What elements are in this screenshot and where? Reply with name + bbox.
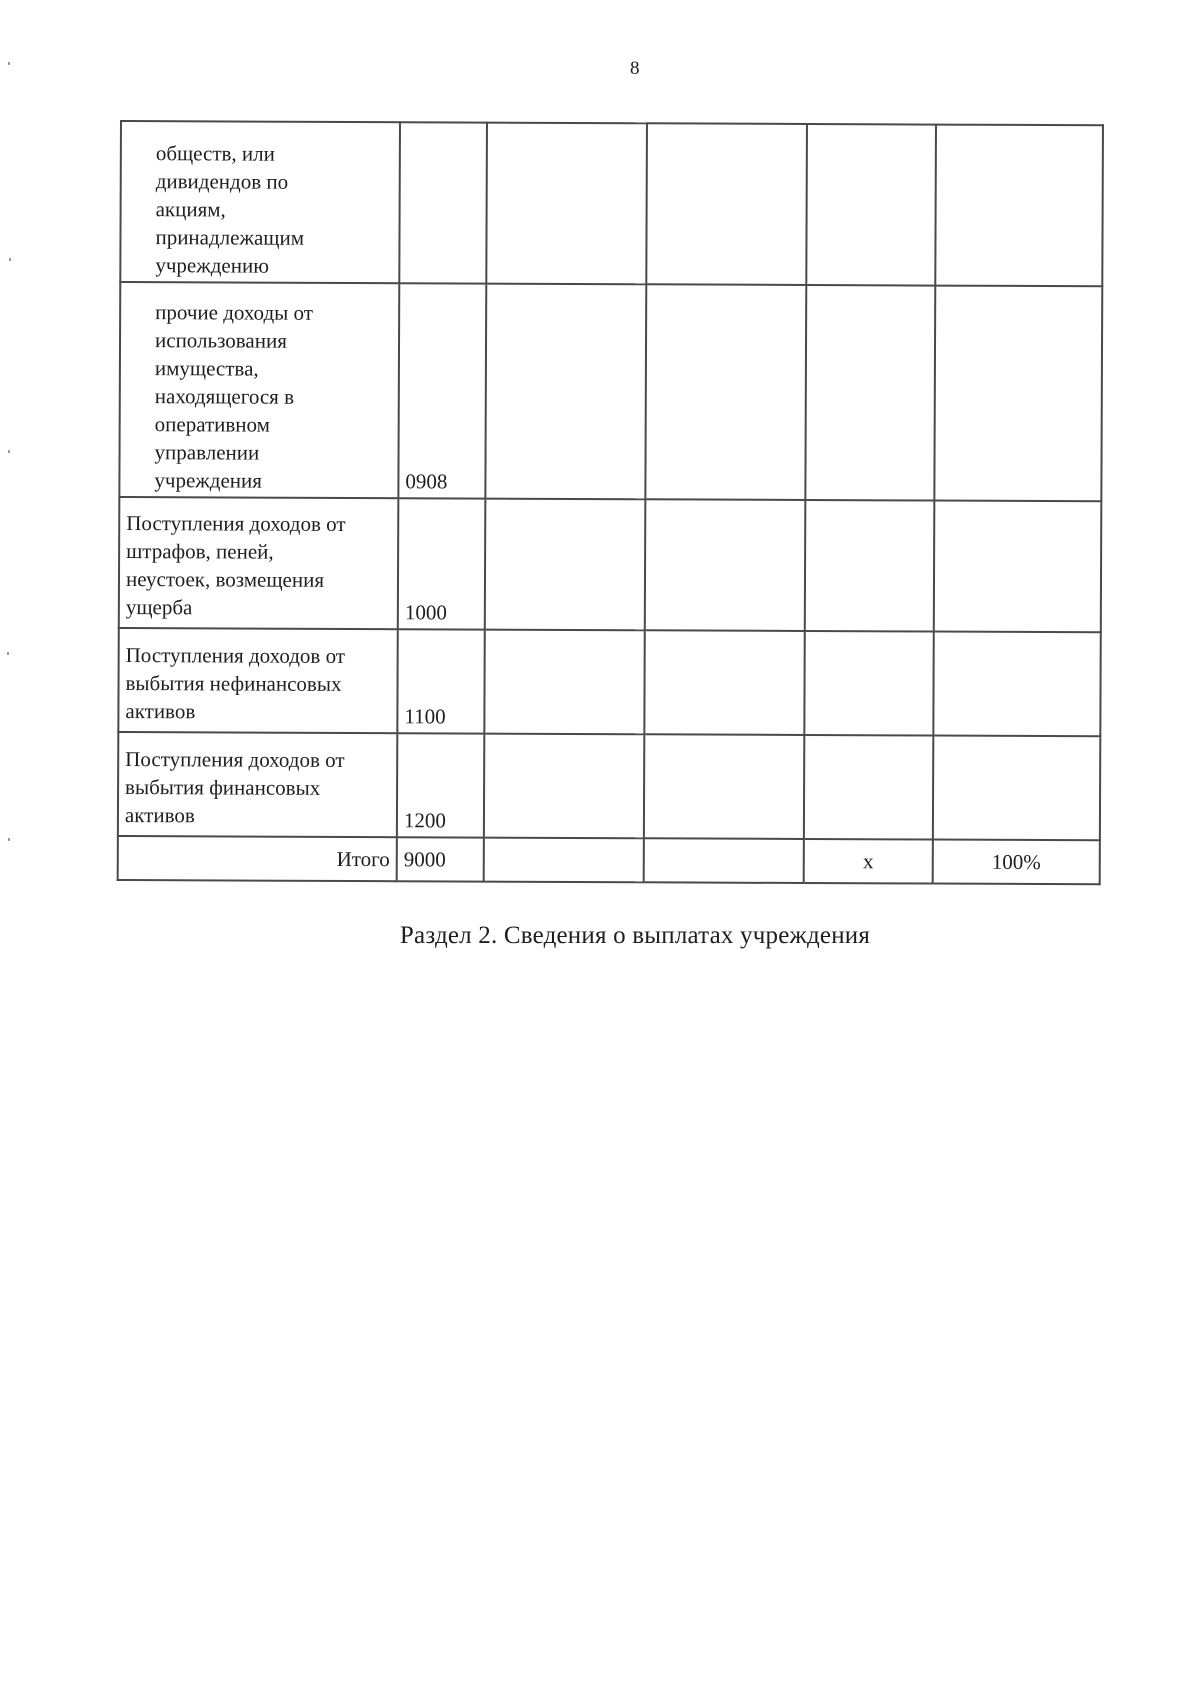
table-row bbox=[120, 121, 1103, 286]
value-cell bbox=[485, 499, 646, 631]
row-name-cell bbox=[119, 282, 399, 498]
table-row bbox=[119, 282, 1102, 501]
row-code-cell: 1100 bbox=[397, 629, 484, 733]
section-title: Раздел 2. Сведения о выплатах учреждения bbox=[399, 922, 871, 949]
total-value-cell bbox=[644, 838, 804, 883]
row-name-cell bbox=[118, 628, 397, 733]
value-cell bbox=[644, 630, 804, 735]
row-name-line: прочие доходы от bbox=[155, 300, 313, 325]
page-number: 8 bbox=[630, 58, 640, 79]
table-row bbox=[118, 628, 1100, 736]
row-name-line: оперативном bbox=[154, 412, 271, 437]
row-name-line: выбытия нефинансовых bbox=[125, 671, 342, 696]
row-name-cell bbox=[119, 497, 399, 629]
row-name-line: имущества, bbox=[154, 356, 259, 381]
value-cell bbox=[645, 284, 806, 500]
value-cell bbox=[484, 630, 644, 735]
row-name-cell bbox=[118, 732, 397, 837]
row-name-cell bbox=[120, 121, 400, 283]
value-cell bbox=[933, 632, 1100, 737]
scan-speck bbox=[8, 62, 10, 65]
row-name-line: находящегося в bbox=[154, 384, 295, 409]
value-cell bbox=[645, 499, 806, 631]
scan-speck bbox=[8, 838, 10, 841]
total-percent-cell: 100% bbox=[933, 840, 1100, 885]
total-value-cell: x bbox=[804, 839, 933, 884]
row-name-line: неустоек, возмещения bbox=[125, 567, 325, 592]
row-name-line: ущерба bbox=[125, 595, 193, 620]
value-cell bbox=[804, 735, 933, 840]
value-cell bbox=[486, 123, 647, 285]
row-name-line: дивидендов по bbox=[155, 169, 289, 194]
row-code-cell bbox=[399, 122, 487, 283]
value-cell bbox=[804, 631, 933, 736]
row-code-cell: 0908 bbox=[398, 283, 486, 498]
value-cell bbox=[805, 500, 935, 632]
row-name-line: учреждению bbox=[155, 253, 269, 278]
row-code-cell: 1200 bbox=[397, 733, 484, 837]
value-cell bbox=[646, 123, 807, 285]
value-cell bbox=[805, 285, 935, 501]
row-name-line: Поступления доходов от bbox=[125, 747, 345, 772]
table-row bbox=[118, 732, 1100, 840]
row-name-line: обществ, или bbox=[155, 141, 275, 166]
total-row bbox=[118, 836, 1100, 884]
row-name-line: акциям, bbox=[155, 197, 226, 222]
row-name-line: Поступления доходов от bbox=[125, 643, 346, 668]
value-cell bbox=[484, 734, 644, 839]
scan-speck bbox=[8, 450, 10, 453]
scan-speck bbox=[7, 652, 9, 655]
row-name-line: активов bbox=[125, 699, 196, 724]
scan-speck bbox=[9, 258, 11, 261]
total-value-cell bbox=[484, 838, 644, 883]
total-code-cell: 9000 bbox=[397, 837, 484, 881]
row-name-line: управлении bbox=[154, 440, 260, 465]
row-name-line: использования bbox=[154, 328, 287, 353]
value-cell bbox=[644, 734, 804, 839]
value-cell bbox=[933, 736, 1100, 841]
row-code-cell: 1000 bbox=[398, 498, 486, 629]
value-cell bbox=[806, 124, 936, 286]
value-cell bbox=[935, 125, 1103, 287]
row-name-line: принадлежащим bbox=[155, 225, 305, 250]
value-cell bbox=[934, 501, 1102, 633]
value-cell bbox=[485, 284, 646, 500]
row-name-line: выбытия финансовых bbox=[125, 775, 321, 800]
row-name-line: штрафов, пеней, bbox=[126, 539, 274, 564]
row-name-line: активов bbox=[124, 803, 195, 828]
income-table bbox=[117, 120, 1104, 885]
table-row bbox=[119, 497, 1102, 632]
total-label: Итого bbox=[118, 836, 397, 881]
value-cell bbox=[934, 286, 1102, 502]
row-name-line: учреждения bbox=[154, 468, 263, 493]
row-name-line: Поступления доходов от bbox=[126, 511, 346, 536]
